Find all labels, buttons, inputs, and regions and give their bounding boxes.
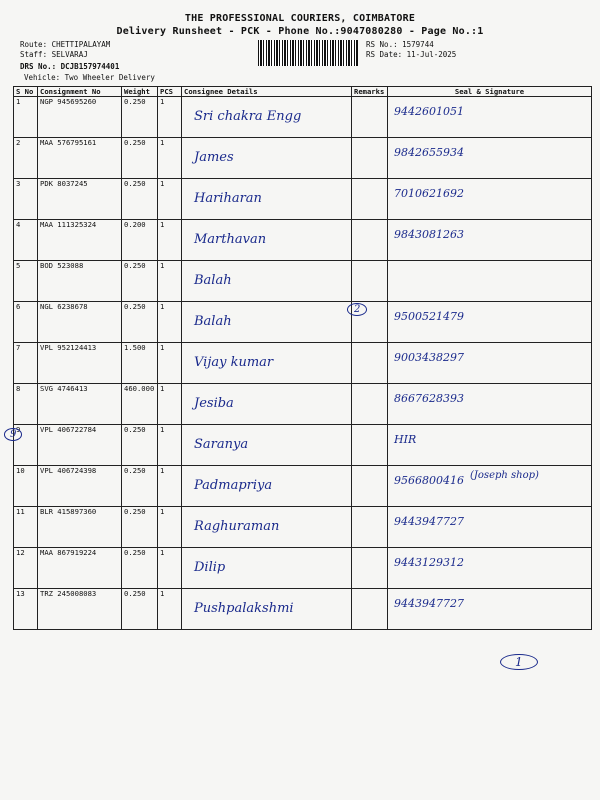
row-weight: 0.250 [124, 507, 146, 516]
row-pcs-cell [158, 589, 182, 630]
row-weight-cell [122, 548, 158, 589]
row-pcs: 1 [160, 548, 165, 557]
row-signature: 9443129312 [394, 556, 464, 569]
row-sno: 2 [16, 138, 21, 147]
row-weight: 0.250 [124, 466, 146, 475]
row-signature: HIR [394, 433, 417, 446]
row-pcs-cell [158, 466, 182, 507]
table-row [14, 507, 592, 548]
row-signature: 9442601051 [394, 105, 464, 118]
row-consignment: SVG 4746413 [40, 384, 88, 393]
row-weight-cell [122, 138, 158, 179]
table-row [14, 138, 592, 179]
col-consignment: Consignment No [38, 87, 122, 97]
row-consignment: MAA 867919224 [40, 548, 97, 557]
row-sno: 8 [16, 384, 21, 393]
row-sno-cell [14, 507, 38, 548]
row-remarks-cell [352, 261, 388, 302]
row-signature-cell [388, 261, 592, 302]
row-pcs-cell [158, 384, 182, 425]
row-weight-cell [122, 97, 158, 138]
row-consignment-cell [38, 302, 122, 343]
row-pcs-cell [158, 548, 182, 589]
row-sno: 1 [16, 97, 21, 106]
page-mark: 1 [500, 654, 538, 670]
row-consignee: Sri chakra Engg [194, 109, 302, 124]
row-signature: 9566800416 [394, 474, 464, 487]
row-weight: 0.250 [124, 548, 146, 557]
table-row [14, 220, 592, 261]
row-consignee: Raghuraman [194, 519, 280, 534]
row-signature-cell [388, 589, 592, 630]
row-signature-cell [388, 302, 592, 343]
col-sno: S No [14, 87, 38, 97]
row-consignment-cell [38, 507, 122, 548]
row-consignment-cell [38, 261, 122, 302]
row-weight-cell [122, 589, 158, 630]
row-signature: 9443947727 [394, 515, 464, 528]
col-pcs: PCS [158, 87, 182, 97]
row-signature-cell [388, 179, 592, 220]
row-pcs-cell [158, 302, 182, 343]
table-header-row [14, 87, 592, 97]
row-consignment-cell [38, 97, 122, 138]
row-consignment: NGP 945695260 [40, 97, 97, 106]
row-remarks-cell [352, 425, 388, 466]
row-signature-cell [388, 220, 592, 261]
row-sno-cell [14, 466, 38, 507]
table-row [14, 302, 592, 343]
row-pcs: 1 [160, 179, 165, 188]
row-sno: 10 [16, 466, 25, 475]
row-consignee-cell [182, 343, 352, 384]
row-pcs: 1 [160, 138, 165, 147]
row-weight: 0.250 [124, 97, 146, 106]
row-consignee-cell [182, 384, 352, 425]
runsheet-title: Delivery Runsheet - PCK - Phone No.:9047080280 - Page No.:1 [116, 26, 484, 37]
table-row [14, 589, 592, 630]
row-consignee-cell [182, 97, 352, 138]
row-sno: 9 [16, 425, 21, 434]
row-pcs: 1 [160, 343, 165, 352]
col-seal: Seal & Signature [388, 87, 592, 97]
row-pcs: 1 [160, 507, 165, 516]
bracket-mark: 2 [347, 303, 367, 316]
row-pcs-cell [158, 138, 182, 179]
row-signature-cell [388, 425, 592, 466]
rs-date: RS Date: 11-Jul-2025 [366, 50, 457, 59]
row-consignment-cell [38, 384, 122, 425]
row-consignment: MAA 111325324 [40, 220, 97, 229]
row-weight: 0.250 [124, 261, 146, 270]
row-weight: 0.250 [124, 138, 146, 147]
company-title: THE PROFESSIONAL COURIERS, COIMBATORE [184, 13, 416, 24]
row-consignee: Dilip [194, 560, 226, 575]
col-weight: Weight [122, 87, 158, 97]
row-signature: 9843081263 [394, 228, 464, 241]
staff-label: Staff: SELVARAJ [20, 50, 88, 59]
row-sno-cell [14, 548, 38, 589]
row-consignment-cell [38, 425, 122, 466]
row-sno: 11 [16, 507, 25, 516]
row-consignee-cell [182, 261, 352, 302]
row-pcs-cell [158, 97, 182, 138]
row-weight: 0.250 [124, 425, 146, 434]
row-weight: 0.250 [124, 589, 146, 598]
row-consignment-cell [38, 548, 122, 589]
row-signature: 9500521479 [394, 310, 464, 323]
row-pcs: 1 [160, 466, 165, 475]
row-pcs: 1 [160, 261, 165, 270]
row-signature-cell [388, 138, 592, 179]
row-consignment-cell [38, 179, 122, 220]
row-pcs: 1 [160, 97, 165, 106]
row-weight: 0.250 [124, 302, 146, 311]
row-sno-cell [14, 138, 38, 179]
row-signature: 9443947727 [394, 597, 464, 610]
row-remarks-cell [352, 220, 388, 261]
row-consignee: Vijay kumar [194, 355, 274, 370]
row-pcs-cell [158, 425, 182, 466]
row-consignment: VPL 406722784 [40, 425, 97, 434]
row-sno: 4 [16, 220, 21, 229]
row-consignment: NGL 6238678 [40, 302, 88, 311]
row-consignment: BOD 523088 [40, 261, 84, 270]
row-consignment: VPL 952124413 [40, 343, 97, 352]
row-consignee-cell [182, 302, 352, 343]
row-remarks-cell [352, 507, 388, 548]
row-weight: 460.000 [124, 384, 155, 393]
row-consignee-cell [182, 138, 352, 179]
barcode [258, 40, 358, 66]
margin-mark: 9 [4, 428, 22, 441]
table-row [14, 261, 592, 302]
row-weight-cell [122, 261, 158, 302]
rs-number: RS No.: 1579744 [366, 40, 434, 49]
row-remarks-cell [352, 97, 388, 138]
row-consignment-cell [38, 220, 122, 261]
table-row [14, 425, 592, 466]
row-consignment: MAA 576795161 [40, 138, 97, 147]
row-pcs: 1 [160, 425, 165, 434]
row-pcs: 1 [160, 384, 165, 393]
row-sno-cell [14, 261, 38, 302]
row-weight-cell [122, 507, 158, 548]
row-consignee: James [194, 150, 234, 165]
row-weight-cell [122, 425, 158, 466]
row-consignee: Balah [194, 273, 232, 288]
row-remarks-cell [352, 589, 388, 630]
row-sno-cell [14, 97, 38, 138]
row-pcs-cell [158, 261, 182, 302]
row-pcs: 1 [160, 220, 165, 229]
row-weight-cell [122, 384, 158, 425]
row-consignee-cell [182, 220, 352, 261]
row-consignment-cell [38, 138, 122, 179]
row-sno-cell [14, 343, 38, 384]
row-signature: 7010621692 [394, 187, 464, 200]
drs-label: DRS No.: DCJB157974401 [20, 62, 120, 71]
row-consignee-cell [182, 507, 352, 548]
row-signature-cell [388, 97, 592, 138]
row-consignee-cell [182, 179, 352, 220]
shop-note: (Joseph shop) [470, 470, 539, 481]
row-weight-cell [122, 220, 158, 261]
row-sno: 13 [16, 589, 25, 598]
row-sno-cell [14, 302, 38, 343]
row-weight: 1.500 [124, 343, 146, 352]
row-pcs-cell [158, 220, 182, 261]
table-row [14, 97, 592, 138]
row-sno: 7 [16, 343, 21, 352]
row-pcs-cell [158, 343, 182, 384]
row-sno-cell [14, 220, 38, 261]
table-row [14, 343, 592, 384]
row-weight: 0.250 [124, 179, 146, 188]
row-weight-cell [122, 302, 158, 343]
row-remarks-cell [352, 179, 388, 220]
row-sno-cell [14, 589, 38, 630]
row-sno: 5 [16, 261, 21, 270]
row-consignment: VPL 406724398 [40, 466, 97, 475]
row-signature-cell [388, 507, 592, 548]
row-signature: 9003438297 [394, 351, 464, 364]
row-signature: 9842655934 [394, 146, 464, 159]
row-sno: 3 [16, 179, 21, 188]
row-pcs: 1 [160, 589, 165, 598]
row-consignee: Marthavan [194, 232, 267, 247]
row-signature-cell [388, 548, 592, 589]
row-consignee: Hariharan [194, 191, 262, 206]
row-remarks-cell [352, 343, 388, 384]
row-consignment: BLR 415897360 [40, 507, 97, 516]
row-weight-cell [122, 179, 158, 220]
row-consignee: Saranya [194, 437, 249, 452]
row-signature-cell [388, 343, 592, 384]
row-signature: 8667628393 [394, 392, 464, 405]
row-consignment-cell [38, 466, 122, 507]
row-consignee-cell [182, 425, 352, 466]
row-remarks-cell [352, 384, 388, 425]
runsheet-table [13, 86, 592, 630]
table-row [14, 179, 592, 220]
row-pcs: 1 [160, 302, 165, 311]
row-consignee: Padmapriya [194, 478, 273, 493]
col-consignee: Consignee Details [182, 87, 352, 97]
row-remarks-cell [352, 138, 388, 179]
col-remarks: Remarks [352, 87, 388, 97]
row-sno-cell [14, 179, 38, 220]
row-remarks-cell [352, 466, 388, 507]
row-weight-cell [122, 343, 158, 384]
row-remarks-cell [352, 548, 388, 589]
row-consignment-cell [38, 343, 122, 384]
row-consignee: Balah [194, 314, 232, 329]
table-row [14, 548, 592, 589]
row-consignee-cell [182, 466, 352, 507]
row-sno: 6 [16, 302, 21, 311]
route-label: Route: CHETTIPALAYAM [20, 40, 111, 49]
row-weight-cell [122, 466, 158, 507]
vehicle-label: Vehicle: Two Wheeler Delivery [24, 73, 155, 82]
row-consignee: Pushpalakshmi [194, 601, 294, 616]
row-consignee-cell [182, 548, 352, 589]
row-consignee-cell [182, 589, 352, 630]
row-consignment-cell [38, 589, 122, 630]
row-sno: 12 [16, 548, 25, 557]
row-signature-cell [388, 384, 592, 425]
row-consignment: PDK 8037245 [40, 179, 88, 188]
row-consignee: Jesiba [194, 396, 234, 411]
row-sno-cell [14, 384, 38, 425]
row-consignment: TRZ 245008083 [40, 589, 97, 598]
row-pcs-cell [158, 507, 182, 548]
row-pcs-cell [158, 179, 182, 220]
table-row [14, 384, 592, 425]
row-weight: 0.200 [124, 220, 146, 229]
